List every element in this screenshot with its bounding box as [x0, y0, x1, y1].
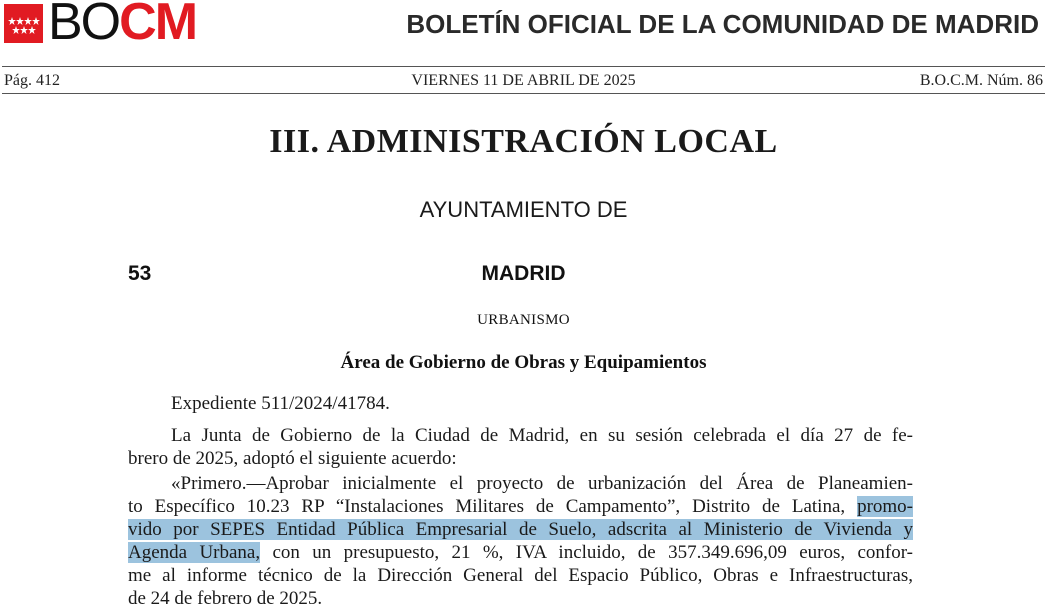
section-title: III. ADMINISTRACIÓN LOCAL — [269, 123, 778, 160]
masthead — [0, 0, 1047, 52]
issue-date: VIERNES 11 DE ABRIL DE 2025 — [411, 72, 636, 89]
page-info-bar — [4, 71, 1043, 91]
entity-name: MADRID — [481, 262, 566, 285]
highlighted-text: Agenda Urbana, — [128, 542, 261, 563]
junta-line-1: La Junta de Gobierno de la Ciudad de Madrid, en su sesión celebrada el día 27 de fe- — [171, 425, 913, 446]
primero-line-2-text: to Específico 10.23 RP “Instalaciones Militares de Campamento”, Distrito de Latina, — [128, 496, 858, 517]
primero-line-1: «Primero.—Aprobar inicialmente el proyecto de urbanización del Área de Planeamien- — [171, 473, 913, 494]
logo-cm: CM — [119, 0, 197, 51]
bocm-logo — [48, 0, 196, 50]
subsection-heading: URBANISMO — [477, 312, 570, 328]
primero-line-4-text: con un presupuesto, 21 %, IVA incluido, de 357.349.696,09 euros, confor- — [260, 542, 913, 563]
highlighted-text: promo- — [857, 496, 913, 517]
primero-line-2 — [128, 495, 913, 518]
entry-number: 53 — [128, 262, 152, 285]
primero-line-4 — [128, 541, 913, 564]
page-number: Pág. 412 — [4, 72, 60, 89]
header-rule-bottom — [2, 93, 1045, 94]
entity-line: AYUNTAMIENTO DE — [419, 197, 628, 222]
logo-bo: BO — [48, 0, 120, 51]
paragraph-junta — [128, 424, 913, 470]
expediente-text: Expediente 511/2024/41784. — [171, 393, 390, 414]
paragraph-primero — [128, 472, 913, 610]
publication-name: BOLETÍN OFICIAL DE LA COMUNIDAD DE MADRID — [406, 9, 1039, 39]
seven-stars-icon — [4, 4, 43, 43]
madrid-flag-icon — [4, 4, 43, 43]
area-heading: Área de Gobierno de Obras y Equipamientos — [340, 352, 707, 373]
paragraph-expediente — [128, 392, 913, 415]
junta-line-2: brero de 2025, adoptó el siguiente acuerdo: — [128, 448, 457, 469]
issue-number: B.O.C.M. Núm. 86 — [919, 72, 1043, 89]
primero-line-3 — [128, 518, 913, 541]
primero-line-6: de 24 de febrero de 2025. — [128, 588, 323, 609]
primero-line-5: me al informe técnico de la Dirección General del Espacio Público, Obras e Infraestructuras, — [128, 565, 913, 586]
highlighted-text: vido por SEPES Entidad Pública Empresarial de Suelo, adscrita al Ministerio de Vivienda y — [128, 519, 913, 540]
header-rule-top — [2, 66, 1045, 67]
